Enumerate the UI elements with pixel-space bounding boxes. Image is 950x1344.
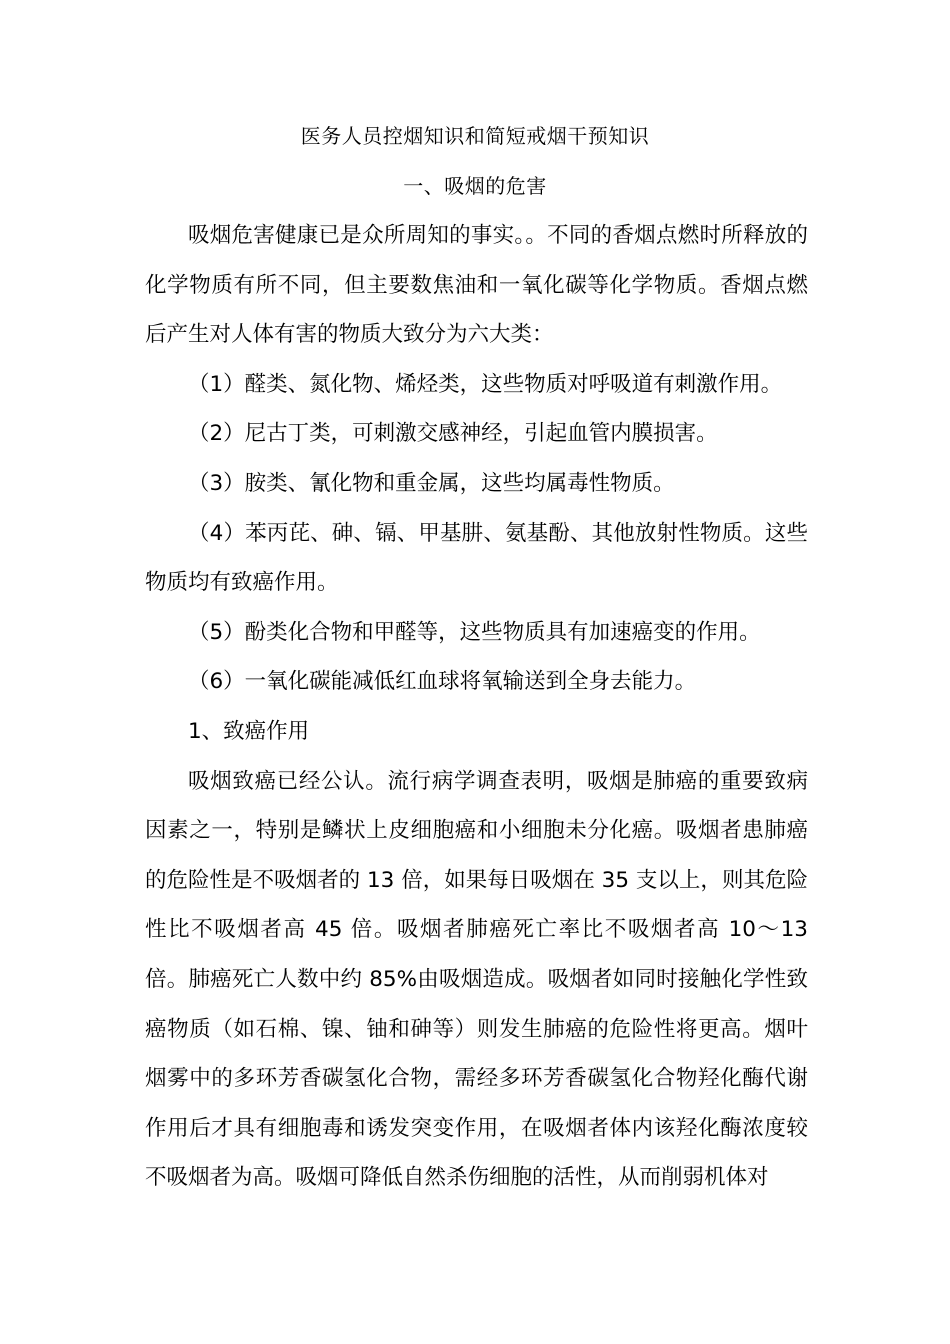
paragraph-intro: 吸烟危害健康已是众所周知的事实。。不同的香烟点燃时所释放的化学物质有所不同，但主要数焦油和一氧化碳等化学物质。香烟点燃后产生对人体有害的物质大致分为六大类：: [145, 223, 808, 348]
list-item-1: （1）醛类、氮化物、烯烃类，这些物质对呼吸道有刺激作用。: [188, 371, 783, 397]
list-item-4: （4）苯丙芘、砷、镉、甲基肼、氨基酚、其他放射性物质。这些物质均有致癌作用。: [145, 520, 808, 596]
list-item-2: （2）尼古丁类，可刺激交感神经，引起血管内膜损害。: [188, 421, 718, 447]
list-item-6: （6）一氧化碳能减低红血球将氧输送到全身去能力。: [188, 669, 697, 695]
list-item-5: （5）酚类化合物和甲醛等，这些物质具有加速癌变的作用。: [188, 619, 761, 645]
document-body: [145, 211, 808, 1203]
paragraph-carcinogenic: 吸烟致癌已经公认。流行病学调查表明，吸烟是肺癌的重要致病因素之一，特别是鳞状上皮细胞癌和小细胞未分化癌。吸烟者患肺癌的危险性是不吸烟者的 13 倍，如果每日吸烟在 35 支以上，则其危险性比不吸烟者高 45 倍。吸烟者肺癌死亡率比不吸烟者高 10～13 倍。肺癌死亡人数中约 85%由吸烟造成。吸烟者如同时接触化学性致癌物质（如石棉、镍、铀和砷等）则发生肺癌的危险性将更高。烟叶烟雾中的多环芳香碳氢化合物，需经多环芳香碳氢化合物羟化酶代谢作用后才具有细胞毒和诱发突变作用，在吸烟者体内该羟化酶浓度较不吸烟者为高。吸烟可降低自然杀伤细胞的活性，从而削弱机体对: [145, 768, 808, 1191]
list-item-3: （3）胺类、氰化物和重金属，这些均属毒性物质。: [188, 470, 675, 496]
subheading-carcinogenic: 1、致癌作用: [188, 718, 310, 744]
section-heading: 一、吸烟的危害: [403, 174, 547, 198]
document-title: 医务人员控烟知识和简短戒烟干预知识: [300, 124, 650, 148]
